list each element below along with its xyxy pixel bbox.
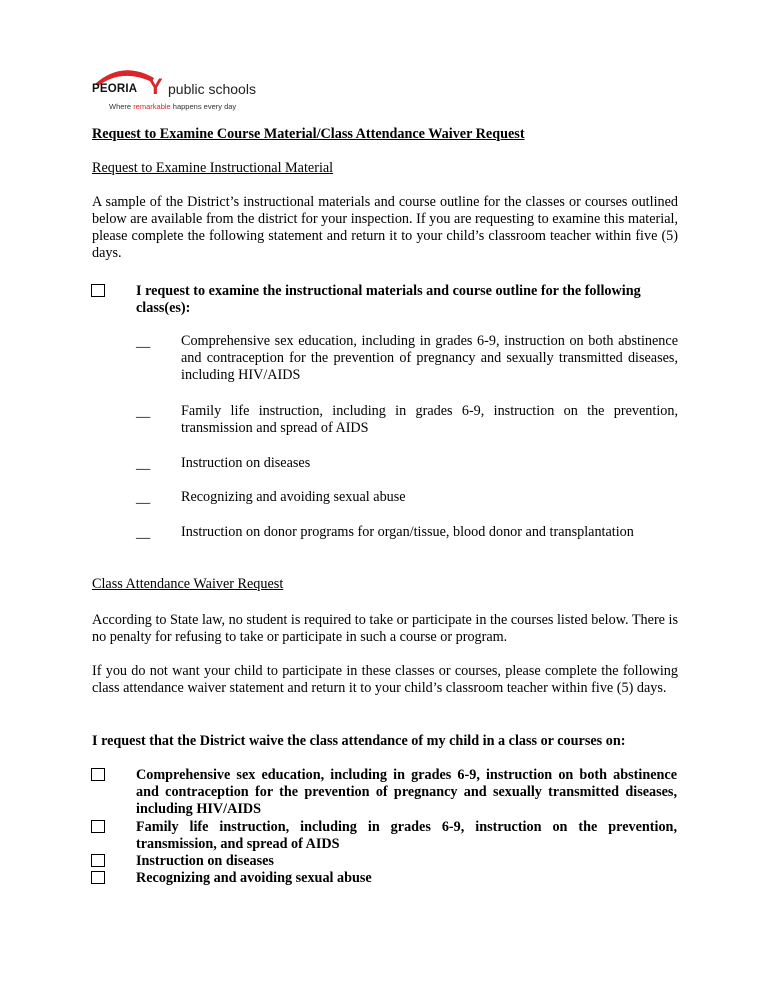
logo-y-mark: Y <box>148 74 163 99</box>
district-logo <box>92 64 262 114</box>
waiver-checkbox[interactable] <box>91 768 105 781</box>
examine-request-statement: I request to examine the instructional materials and course outline for the following class(es): <box>136 283 641 316</box>
waiver-checkbox[interactable] <box>91 854 105 867</box>
section2-heading: Class Attendance Waiver Request <box>92 576 284 592</box>
waiver-checkbox[interactable] <box>91 820 105 833</box>
section1-paragraph: A sample of the District’s instructional materials and course outline for the classes or courses outlined below are available from the district for your inspection. If you are requesting to examine this material, please complete the following statement and return it to your child’s classroom teacher within five (5) days. <box>92 194 678 261</box>
examine-option: Instruction on donor programs for organ/tissue, blood donor and transplantation <box>181 524 634 540</box>
option-blank[interactable]: __ <box>136 456 151 472</box>
examine-option: Family life instruction, including in grades 6-9, instruction on the prevention, transmission and spread of AIDS <box>181 403 678 436</box>
examine-option: Comprehensive sex education, including in grades 6-9, instruction on both abstinence and contraception for the prevention of pregnancy and sexually transmitted diseases, including HIV/AIDS <box>181 333 678 383</box>
logo-public-schools: public schools <box>168 81 256 97</box>
waiver-option: Comprehensive sex education, including in grades 6-9, instruction on both abstinence and contraception for the prevention of pregnancy and sexually transmitted diseases, including HIV/AIDS <box>136 767 677 817</box>
waiver-option: Instruction on diseases <box>136 853 274 869</box>
logo-tagline: Where remarkable happens every day <box>109 102 237 111</box>
logo-name: PEORIA <box>92 83 138 95</box>
option-blank[interactable]: __ <box>136 490 151 506</box>
waiver-option: Recognizing and avoiding sexual abuse <box>136 870 372 886</box>
examine-option: Instruction on diseases <box>181 455 311 471</box>
examine-option: Recognizing and avoiding sexual abuse <box>181 489 406 505</box>
waiver-checkbox[interactable] <box>91 871 105 884</box>
section1-heading: Request to Examine Instructional Material <box>92 160 334 176</box>
examine-request-checkbox[interactable] <box>91 284 105 297</box>
section2-paragraph2: If you do not want your child to participate in these classes or courses, please complete the following class attendance waiver statement and return it to your child’s classroom teacher within five (5) days. <box>92 663 678 696</box>
option-blank[interactable]: __ <box>136 525 151 541</box>
option-blank[interactable]: __ <box>136 334 151 350</box>
document-title: Request to Examine Course Material/Class Attendance Waiver Request <box>92 126 525 142</box>
option-blank[interactable]: __ <box>136 404 151 420</box>
waiver-option: Family life instruction, including in grades 6-9, instruction on the prevention, transmission, and spread of AIDS <box>136 819 677 852</box>
waiver-statement: I request that the District waive the class attendance of my child in a class or courses on: <box>92 733 626 749</box>
section2-paragraph1: According to State law, no student is required to take or participate in the courses listed below. There is no penalty for refusing to take or participate in such a course or program. <box>92 612 678 645</box>
